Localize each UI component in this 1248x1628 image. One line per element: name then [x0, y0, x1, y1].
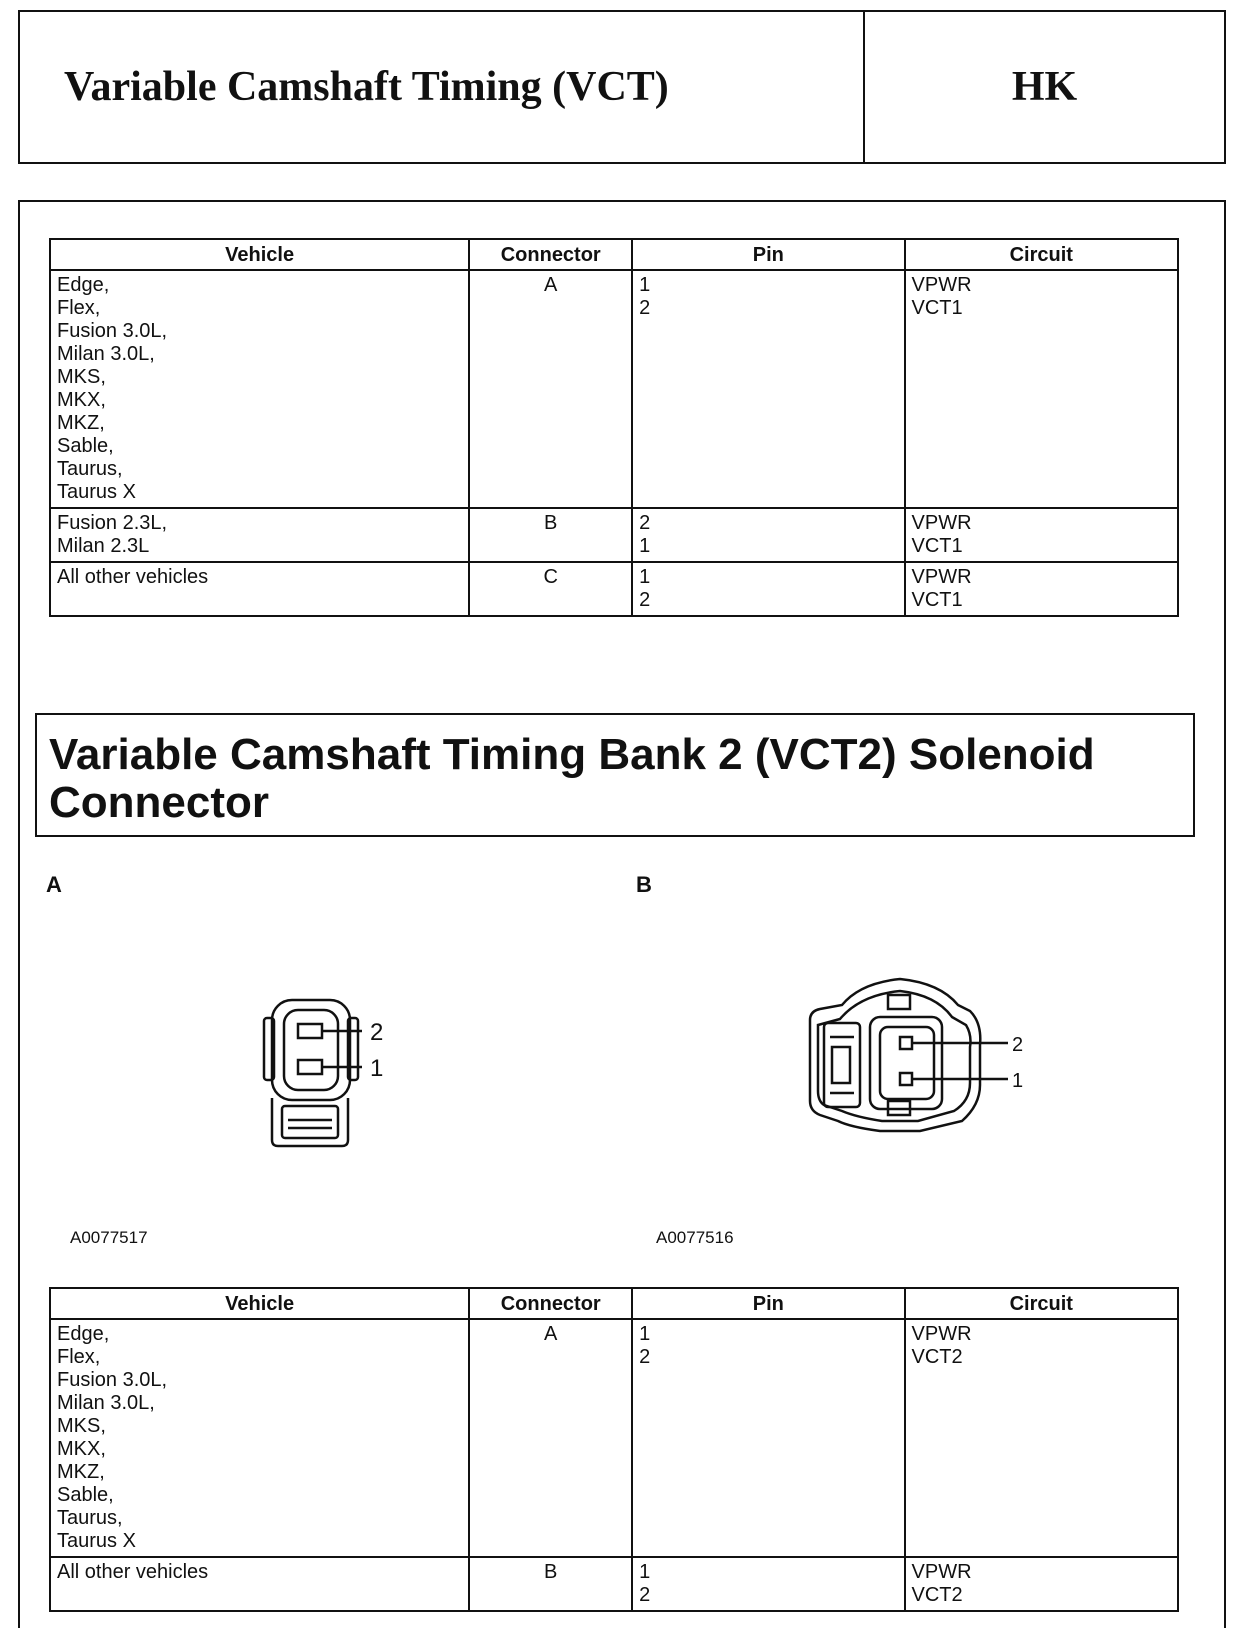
vehicle-name: Taurus X [57, 1530, 136, 1552]
figure-ref-a: A0077517 [70, 1228, 148, 1247]
col-header-vehicle: Vehicle [50, 1288, 469, 1319]
vehicle-name: Sable, [57, 435, 114, 457]
col-header-circuit: Circuit [905, 239, 1178, 270]
circuit-name: VCT1 [911, 297, 963, 319]
pin-1-label: 1 [370, 1055, 384, 1082]
pin-1-label: 1 [1012, 1070, 1024, 1092]
pin-cell [632, 270, 904, 508]
connector-cell: B [469, 508, 632, 562]
table-row [50, 508, 1178, 562]
vehicle-cell [50, 508, 469, 562]
pin-1-terminal [298, 1060, 322, 1074]
pin-cell [632, 1319, 904, 1557]
vehicle-name: Fusion 2.3L, [57, 512, 168, 534]
vct2-pin-table [49, 1287, 1179, 1612]
pin-number: 2 [639, 297, 651, 319]
connector-cell: B [469, 1557, 632, 1611]
col-header-pin: Pin [632, 239, 904, 270]
pin-cell [632, 508, 904, 562]
vehicle-name: MKX, [57, 389, 106, 411]
section-heading: Variable Camshaft Timing Bank 2 (VCT2) Solenoid Connector [35, 713, 1195, 837]
figure-label-b: B [636, 872, 652, 897]
vehicle-name: Milan 2.3L [57, 535, 150, 557]
pin-number: 1 [639, 1561, 651, 1583]
vehicle-name: Sable, [57, 1484, 114, 1506]
vehicle-name: Milan 3.0L, [57, 1392, 155, 1414]
vehicle-name: Flex, [57, 1346, 101, 1368]
vehicle-name: Fusion 3.0L, [57, 1369, 168, 1391]
pin-1-terminal [900, 1073, 912, 1085]
circuit-name: VPWR [911, 274, 972, 296]
circuit-cell [905, 270, 1178, 508]
pin-cell [632, 1557, 904, 1611]
pin-2-terminal [298, 1024, 322, 1038]
pin-2-label: 2 [370, 1019, 384, 1046]
col-header-connector: Connector [469, 239, 632, 270]
connector-a-cavity [284, 1010, 338, 1090]
vehicle-cell [50, 1557, 469, 1611]
vehicle-name: MKX, [57, 1438, 106, 1460]
vehicle-name: MKS, [57, 1415, 106, 1437]
vct1-pin-table [49, 238, 1179, 617]
circuit-name: VCT1 [911, 589, 963, 611]
vehicle-cell [50, 562, 469, 616]
vehicle-cell [50, 270, 469, 508]
connector-a-diagram [250, 990, 420, 1160]
table-header-row [50, 1288, 1178, 1319]
table-row [50, 1319, 1178, 1557]
pin-number: 1 [639, 1323, 651, 1345]
circuit-name: VCT1 [911, 535, 963, 557]
pin-number: 2 [639, 1584, 651, 1606]
vehicle-name: MKZ, [57, 1461, 105, 1483]
vehicle-name: Taurus, [57, 1507, 123, 1529]
pin-number: 1 [639, 535, 651, 557]
circuit-cell [905, 562, 1178, 616]
header-title: Variable Camshaft Timing (VCT) [20, 12, 865, 162]
circuit-name: VCT2 [911, 1346, 963, 1368]
circuit-cell [905, 1557, 1178, 1611]
vehicle-name: MKS, [57, 366, 106, 388]
vehicle-name: All other vehicles [57, 1561, 209, 1583]
connector-cell: A [469, 270, 632, 508]
page-header [18, 10, 1226, 164]
connector-cell: C [469, 562, 632, 616]
vehicle-name: Taurus, [57, 458, 123, 480]
figure-label-a: A [46, 872, 62, 897]
vehicle-name: MKZ, [57, 412, 105, 434]
pin-2-terminal [900, 1037, 912, 1049]
connector-b-diagram [790, 975, 1040, 1175]
table-row [50, 1557, 1178, 1611]
figure-ref-b: A0077516 [656, 1228, 734, 1247]
circuit-name: VPWR [911, 566, 972, 588]
header-code: HK [1011, 64, 1078, 110]
circuit-name: VPWR [911, 1323, 972, 1345]
circuit-cell [905, 508, 1178, 562]
pin-number: 2 [639, 589, 651, 611]
vehicle-cell [50, 1319, 469, 1557]
connector-cell: A [469, 1319, 632, 1557]
vehicle-name: Fusion 3.0L, [57, 320, 168, 342]
pin-cell [632, 562, 904, 616]
pin-2-label: 2 [1012, 1034, 1024, 1056]
col-header-pin: Pin [632, 1288, 904, 1319]
vehicle-name: Edge, [57, 1323, 110, 1345]
vehicle-name: Taurus X [57, 481, 136, 503]
vehicle-name: Milan 3.0L, [57, 343, 155, 365]
table-row [50, 562, 1178, 616]
table-header-row [50, 239, 1178, 270]
vehicle-name: Edge, [57, 274, 110, 296]
circuit-name: VPWR [911, 512, 972, 534]
vehicle-name: Flex, [57, 297, 101, 319]
pin-number: 1 [639, 566, 651, 588]
pin-number: 2 [639, 1346, 651, 1368]
circuit-name: VCT2 [911, 1584, 963, 1606]
pin-number: 1 [639, 274, 651, 296]
col-header-vehicle: Vehicle [50, 239, 469, 270]
vehicle-name: All other vehicles [57, 566, 209, 588]
col-header-circuit: Circuit [905, 1288, 1178, 1319]
circuit-name: VPWR [911, 1561, 972, 1583]
table-row [50, 270, 1178, 508]
pin-number: 2 [639, 512, 651, 534]
col-header-connector: Connector [469, 1288, 632, 1319]
circuit-cell [905, 1319, 1178, 1557]
